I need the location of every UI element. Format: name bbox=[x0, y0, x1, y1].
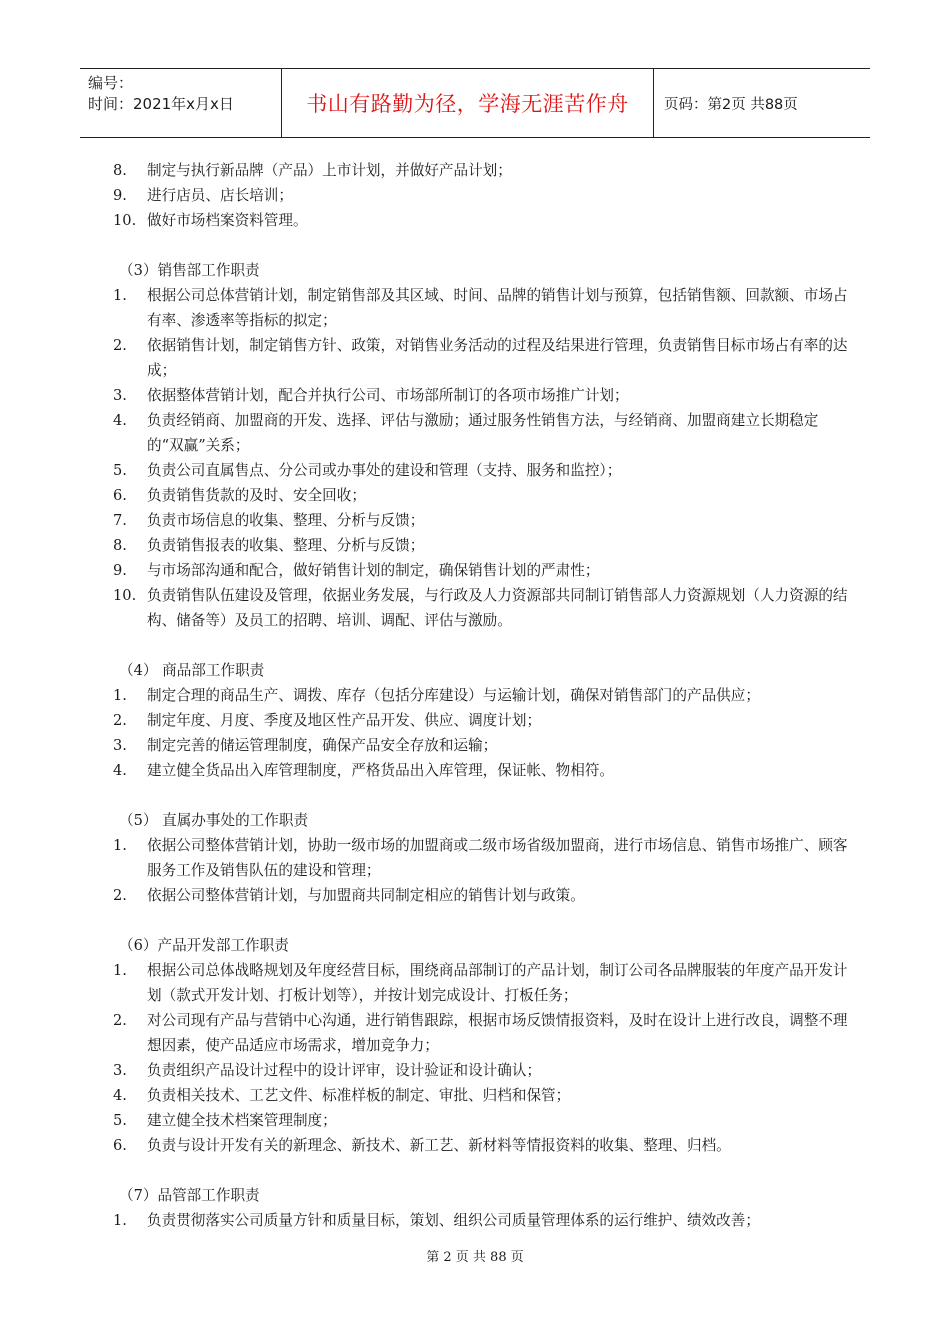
list-item-number: 3. bbox=[113, 387, 127, 404]
list-item-text: 负责贯彻落实公司质量方针和质量目标，策划、组织公司质量管理体系的运行维护、绩效改善； bbox=[147, 1212, 760, 1229]
list-item-number: 2. bbox=[113, 337, 127, 354]
list-item-text: 与市场部沟通和配合，做好销售计划的制定，确保销售计划的严肃性； bbox=[147, 562, 600, 579]
list-item bbox=[113, 508, 853, 533]
list-item-text: 负责销售报表的收集、整理、分析与反馈； bbox=[147, 537, 425, 554]
list-item bbox=[113, 1058, 853, 1083]
header-meta bbox=[80, 69, 282, 137]
list-item-text: 负责市场信息的收集、整理、分析与反馈； bbox=[147, 512, 425, 529]
list-item-number: 4. bbox=[113, 412, 127, 429]
list-item bbox=[113, 758, 853, 783]
list-item bbox=[113, 583, 853, 633]
list-item-text: 进行店员、店长培训； bbox=[147, 187, 293, 204]
list-item-number: 6. bbox=[113, 1137, 127, 1154]
list-item-text: 制定与执行新品牌（产品）上市计划，并做好产品计划； bbox=[147, 162, 512, 179]
section-heading: （6）产品开发部工作职责 bbox=[119, 937, 289, 954]
list-item bbox=[113, 383, 853, 408]
list-item bbox=[113, 408, 853, 458]
list-item-text: 负责组织产品设计过程中的设计评审，设计验证和设计确认； bbox=[147, 1062, 542, 1079]
document-time-label: 时间：2021年x月x日 bbox=[88, 95, 234, 113]
section-heading: （5） 直属办事处的工作职责 bbox=[119, 812, 309, 829]
list-item-text: 根据公司总体战略规划及年度经营目标，围绕商品部制订的产品计划，制订公司各品牌服装的年度产品开发计划（款式开发计划、打板计划等），并按计划完成设计、打板任务； bbox=[147, 962, 848, 1004]
list-item-text: 制定合理的商品生产、调拨、库存（包括分库建设）与运输计划，确保对销售部门的产品供应； bbox=[147, 687, 760, 704]
list-item-number: 1. bbox=[113, 962, 127, 979]
list-item bbox=[113, 1208, 853, 1233]
list-item-number: 5. bbox=[113, 1112, 127, 1129]
list-item-number: 4. bbox=[113, 762, 127, 779]
list-item-number: 1. bbox=[113, 287, 127, 304]
list-item-text: 负责相关技术、工艺文件、标准样板的制定、审批、归档和保管； bbox=[147, 1087, 571, 1104]
list-item-number: 10. bbox=[113, 212, 137, 229]
list-item bbox=[113, 158, 853, 183]
section-heading: （4） 商品部工作职责 bbox=[119, 662, 265, 679]
list-item-text: 依据公司整体营销计划，协助一级市场的加盟商或二级市场省级加盟商，进行市场信息、销售市场推广、顾客服务工作及销售队伍的建设和管理； bbox=[147, 837, 848, 879]
list-item-number: 1. bbox=[113, 687, 127, 704]
section-heading: （7）品管部工作职责 bbox=[119, 1187, 260, 1204]
list-item-number: 8. bbox=[113, 162, 127, 179]
list-item bbox=[113, 708, 853, 733]
list-item bbox=[113, 733, 853, 758]
list-item-text: 依据整体营销计划，配合并执行公司、市场部所制订的各项市场推广计划； bbox=[147, 387, 629, 404]
list-item-number: 7. bbox=[113, 512, 127, 529]
document-body bbox=[113, 158, 853, 1233]
list-item-text: 依据销售计划，制定销售方针、政策，对销售业务活动的过程及结果进行管理，负责销售目标市场占有率的达成； bbox=[147, 337, 848, 379]
section-heading: （3）销售部工作职责 bbox=[119, 262, 260, 279]
list-item bbox=[113, 283, 853, 333]
list-item-number: 3. bbox=[113, 737, 127, 754]
list-item bbox=[113, 183, 853, 208]
list-item-text: 负责销售队伍建设及管理，依据业务发展，与行政及人力资源部共同制订销售部人力资源规划（人力资源的结构、储备等）及员工的招聘、培训、调配、评估与激励。 bbox=[147, 587, 848, 629]
list-item bbox=[113, 833, 853, 883]
header-page-info: 页码：第2页 共88页 bbox=[664, 96, 798, 113]
list-item-text: 负责销售货款的及时、安全回收； bbox=[147, 487, 366, 504]
list-item-number: 3. bbox=[113, 1062, 127, 1079]
list-item-text: 制定完善的储运管理制度，确保产品安全存放和运输； bbox=[147, 737, 498, 754]
header-motto: 书山有路勤为径，学海无涯苦作舟 bbox=[282, 69, 654, 137]
list-item-text: 根据公司总体营销计划，制定销售部及其区域、时间、品牌的销售计划与预算，包括销售额、回款额、市场占有率、渗透率等指标的拟定； bbox=[147, 287, 848, 329]
list-item-number: 1. bbox=[113, 1212, 127, 1229]
list-item bbox=[113, 483, 853, 508]
list-item-text: 对公司现有产品与营销中心沟通，进行销售跟踪，根据市场反馈情报资料，及时在设计上进行改良，调整不理想因素，使产品适应市场需求，增加竞争力； bbox=[147, 1012, 848, 1054]
list-item bbox=[113, 683, 853, 708]
list-item bbox=[113, 1133, 853, 1158]
list-item-text: 建立健全货品出入库管理制度，严格货品出入库管理，保证帐、物相符。 bbox=[147, 762, 615, 779]
list-item bbox=[113, 1008, 853, 1058]
list-item-number: 8. bbox=[113, 537, 127, 554]
list-item bbox=[113, 883, 853, 908]
list-item-text: 做好市场档案资料管理。 bbox=[147, 212, 308, 229]
list-item-text: 负责公司直属售点、分公司或办事处的建设和管理（支持、服务和监控）； bbox=[147, 462, 622, 479]
list-item-number: 2. bbox=[113, 712, 127, 729]
list-item bbox=[113, 958, 853, 1008]
list-item-text: 负责与设计开发有关的新理念、新技术、新工艺、新材料等情报资料的收集、整理、归档。 bbox=[147, 1137, 731, 1154]
list-item bbox=[113, 458, 853, 483]
list-item-number: 5. bbox=[113, 462, 127, 479]
list-item bbox=[113, 1083, 853, 1108]
list-item-number: 10. bbox=[113, 587, 137, 604]
list-item bbox=[113, 533, 853, 558]
list-item-text: 建立健全技术档案管理制度； bbox=[147, 1112, 337, 1129]
list-item-number: 2. bbox=[113, 1012, 127, 1029]
list-item-number: 9. bbox=[113, 187, 127, 204]
list-item-number: 6. bbox=[113, 487, 127, 504]
list-item-text: 负责经销商、加盟商的开发、选择、评估与激励；通过服务性销售方法，与经销商、加盟商建立长期稳定的“双赢”关系； bbox=[147, 412, 819, 454]
list-item-number: 4. bbox=[113, 1087, 127, 1104]
list-item-number: 1. bbox=[113, 837, 127, 854]
list-item bbox=[113, 558, 853, 583]
list-item-text: 制定年度、月度、季度及地区性产品开发、供应、调度计划； bbox=[147, 712, 542, 729]
list-item bbox=[113, 208, 853, 233]
list-item bbox=[113, 1108, 853, 1133]
list-item-number: 9. bbox=[113, 562, 127, 579]
list-item-text: 依据公司整体营销计划，与加盟商共同制定相应的销售计划与政策。 bbox=[147, 887, 585, 904]
list-item-number: 2. bbox=[113, 887, 127, 904]
page-header bbox=[80, 68, 870, 138]
page-footer: 第 2 页 共 88 页 bbox=[426, 1250, 524, 1265]
document-number-label: 编号： bbox=[88, 74, 134, 92]
list-item bbox=[113, 333, 853, 383]
